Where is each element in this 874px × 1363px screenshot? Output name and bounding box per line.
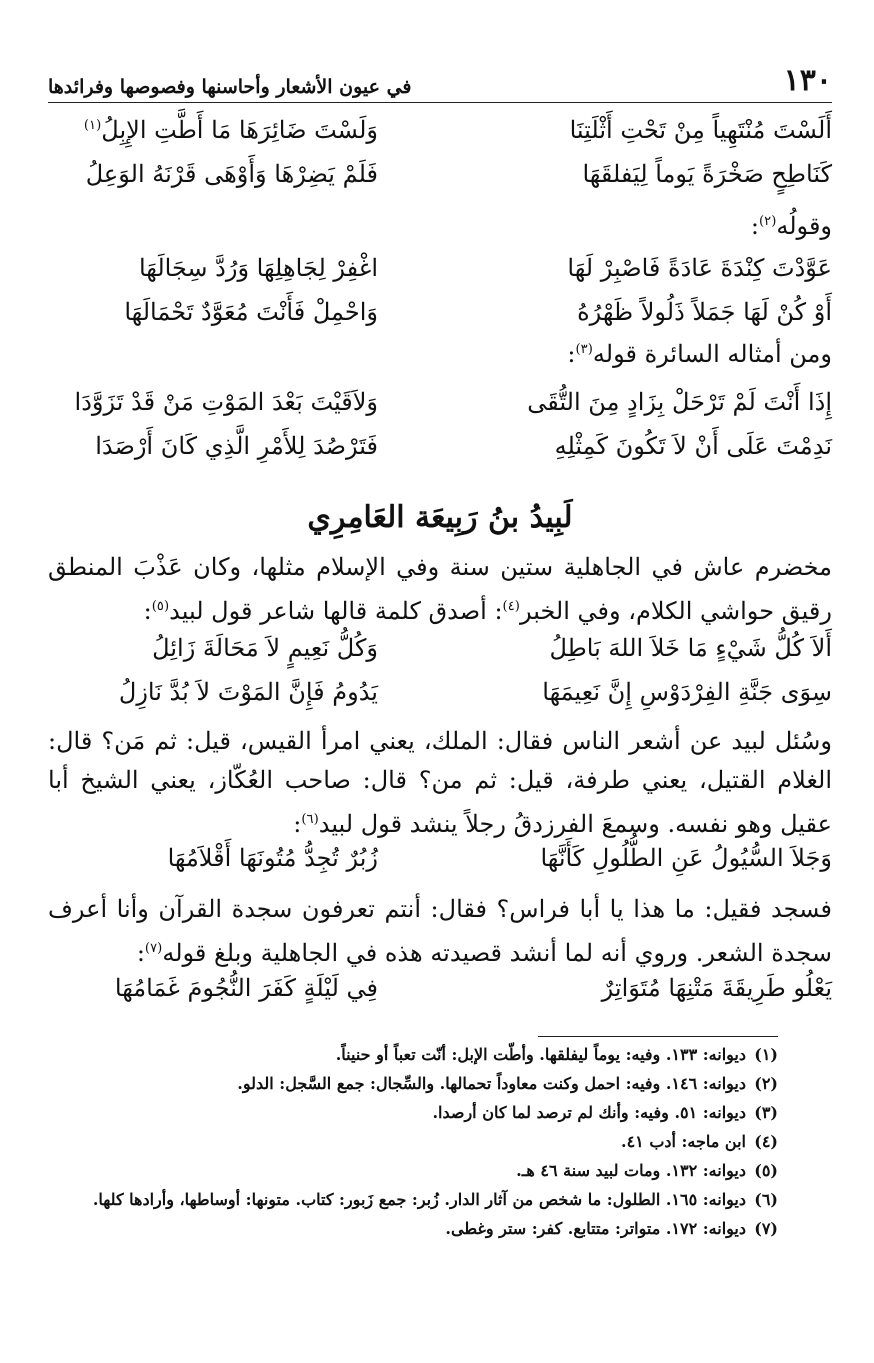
paragraph-intro (48, 548, 832, 631)
footnote-number: (٣) (754, 1103, 778, 1122)
paragraph-text: وسُئل لبيد عن أشعر الناس فقال: الملك، يعني امرأ القيس، قيل: ثم مَن؟ قال: الغلام القتيل، يعني طرفة، قيل: ثم من؟ قال: صاحب العُكّاز، يعني الشيخ أبا عقيل وهو نفسه. وسمعَ الفرزدقُ رجلاً ينشد قول لبيد (48, 727, 832, 838)
footnote-number: (١) (754, 1045, 778, 1064)
verse-second-hemistich: وَلاَقَيْتَ بَعْدَ المَوْتِ مَنْ قَدْ تَزَوَّدَا (74, 388, 378, 416)
verse-line (48, 152, 832, 196)
footnote-number: (٥) (754, 1161, 778, 1180)
verse-second-hemistich: فَتَرْصُدَ لِلأَمْرِ الَّذِي كَانَ أَرْصَدَا (95, 432, 378, 460)
intro-text: ومن أمثاله السائرة قوله (592, 340, 832, 368)
verse-line (48, 246, 832, 290)
verse-first-hemistich: سِوَى جَنَّةِ الفِرْدَوْسِ إِنَّ نَعِيمَهَا (542, 678, 832, 706)
footnote-text: ديوانه: ١٦٥. الطلول: ما شخص من آثار الدار. زُبر: جمع زَبور: كتاب. متونها: أوساطها، وأرادها كلها. (92, 1190, 746, 1209)
verse-second-hemistich: يَدُومُ فَإِنَّ المَوْتَ لاَ بُدَّ نَازِلُ (118, 678, 378, 706)
verse-line (48, 836, 832, 880)
footnote-ref: (١) (83, 118, 102, 133)
paragraph-poets (48, 722, 832, 844)
verse-line (48, 966, 832, 1010)
paragraph-text: فسجد فقيل: ما هذا يا أبا فراس؟ فقال: أنتم تعرفون سجدة القرآن وأنا أعرف سجدة الشعر. وروي أنه لما أنشد قصيدته هذه في الجاهلية وبلغ قوله (48, 895, 832, 967)
verse-second-hemistich: وَكُلُّ نَعِيمٍ لاَ مَحَالَةَ زَائِلُ (152, 634, 378, 662)
footnote-item (36, 1069, 778, 1098)
intro-text: وقولُه (776, 212, 832, 240)
footnote-ref: (٧) (144, 941, 163, 956)
footnote-ref: (٤) (502, 599, 520, 614)
footnote-divider (538, 1036, 778, 1037)
footnote-ref: (٥) (151, 599, 170, 614)
verse-first-hemistich: عَوَّدْتَ كِنْدَةَ عَادَةً فَاصْبِرْ لَهَا (567, 254, 832, 282)
page-number: ١٣٠ (783, 63, 832, 98)
verse-first-hemistich: إِذَا أَنْتَ لَمْ تَرْحَلْ بِزَادٍ مِنَ التُّقَى (527, 388, 832, 416)
verse-line (48, 424, 832, 468)
paragraph-colon: : (136, 939, 145, 967)
verse-second-hemistich: فِي لَيْلَةٍ كَفَرَ النُّجُومَ غَمَامُهَا (114, 974, 378, 1002)
verse-first-hemistich: كَنَاطِحٍ صَخْرَةً يَوماً لِيَفلقَهَا (582, 160, 832, 188)
verse-line (48, 670, 832, 714)
verse-group-2 (48, 246, 832, 334)
intro-colon: : (750, 212, 759, 240)
footnote-text: ديوانه: ١٧٢. متواتر: متتابع. كفر: ستر وغطى. (445, 1219, 746, 1238)
running-title: في عيون الأشعار وأحاسنها وفصوصها وفرائدها (48, 76, 412, 98)
verse-line (48, 626, 832, 670)
footnote-number: (٤) (754, 1132, 778, 1151)
footnote-item (36, 1098, 778, 1127)
verse-second-hemistich: وَاحْمِلْ فَأَنْتَ مُعَوَّدٌ تَحْمَالَهَا (124, 298, 378, 326)
hemistich-text: وَلَسْتَ ضَائِرَهَا مَا أَطَّتِ الإِبِلُ (101, 116, 378, 144)
footnote-item (36, 1127, 778, 1156)
verse-second-hemistich: اغْفِرْ لِجَاهِلِهَا وَرُدَّ سِجَالَهَا (138, 254, 378, 282)
footnote-number: (٦) (754, 1190, 778, 1209)
verse-group-1 (48, 108, 832, 196)
footnote-item (36, 1214, 778, 1243)
verse-intro (48, 212, 832, 240)
verse-first-hemistich: أَوْ كُنْ لَهَا جَمَلاً ذَلُولاً ظَهْرُهُ (577, 298, 832, 326)
verse-first-hemistich: نَدِمْتَ عَلَى أَنْ لاَ تَكُونَ كَمِثْلِهِ (554, 432, 832, 460)
footnote-ref: (٣) (575, 342, 593, 357)
footnote-item (36, 1185, 778, 1214)
footnote-number: (٧) (754, 1219, 778, 1238)
verse-line (48, 290, 832, 334)
footnote-text: ديوانه: ١٣٢. ومات لبيد سنة ٤٦ هـ. (516, 1161, 746, 1180)
footnote-text: ديوانه: ١٣٣. وفيه: يوماً ليفلقها. وأطّت الإبل: أنّت تعباً أو حنيناً. (335, 1045, 746, 1064)
footnote-item (36, 1040, 778, 1069)
verse-line (48, 380, 832, 424)
verse-group-6 (48, 966, 832, 1010)
verse-second-hemistich: فَلَمْ يَضِرْهَا وَأَوْهَى قَرْنَهُ الوَعِلُ (85, 160, 378, 188)
verse-intro (48, 340, 832, 368)
footnote-ref: (٦) (301, 812, 319, 827)
paragraph-colon: : (293, 810, 302, 838)
verse-group-5 (48, 836, 832, 880)
paragraph-colon: : (143, 597, 152, 625)
verse-group-3 (48, 380, 832, 468)
intro-colon: : (567, 340, 576, 368)
footnote-item (36, 1156, 778, 1185)
section-title: لَبِيدُ بنُ رَبِيعَة العَامِرِي (307, 500, 573, 535)
verse-group-4 (48, 626, 832, 714)
footnote-number: (٢) (754, 1074, 778, 1093)
footnotes (36, 1040, 778, 1243)
verse-first-hemistich: يَعْلُو طَرِيقَةَ مَتْنِهَا مُتَوَاتِرٌ (601, 974, 832, 1002)
verse-first-hemistich: أَلاَ كُلُّ شَيْءٍ مَا خَلاَ اللهَ بَاطِلُ (549, 634, 832, 662)
footnote-ref: (٢) (758, 214, 777, 229)
footnote-text: ديوانه: ١٤٦. وفيه: احمل وكنت معاوداً تحمالها. والسِّجال: جمع السَّجل: الدلو. (237, 1074, 746, 1093)
paragraph-text: مخضرم عاش في الجاهلية ستين سنة وفي الإسلام مثلها، وكان عَذْبَ المنطق رقيق حواشي الكلام، وفي الخبر (48, 553, 832, 625)
running-header (48, 58, 832, 103)
verse-first-hemistich: أَلَسْتَ مُنْتَهِياً مِنْ تَحْتِ أَثْلَتِنَا (569, 116, 832, 144)
verse-second-hemistich (48, 116, 378, 144)
verse-second-hemistich: زُبُرٌ تُجِدُّ مُتُونَهَا أَقْلاَمُهَا (167, 844, 378, 872)
footnote-text: ابن ماجه: أدب ٤١. (620, 1132, 746, 1151)
paragraph-text: : أصدق كلمة قالها شاعر قول لبيد (169, 597, 503, 625)
footnote-text: ديوانه: ٥١. وفيه: وأنك لم ترصد لما كان أرصدا. (432, 1103, 746, 1122)
paragraph-prostration (48, 890, 832, 973)
verse-first-hemistich: وَجَلاَ السُّيُولُ عَنِ الطُّلُولِ كَأَنَّهَا (540, 844, 832, 872)
verse-line (48, 108, 832, 152)
